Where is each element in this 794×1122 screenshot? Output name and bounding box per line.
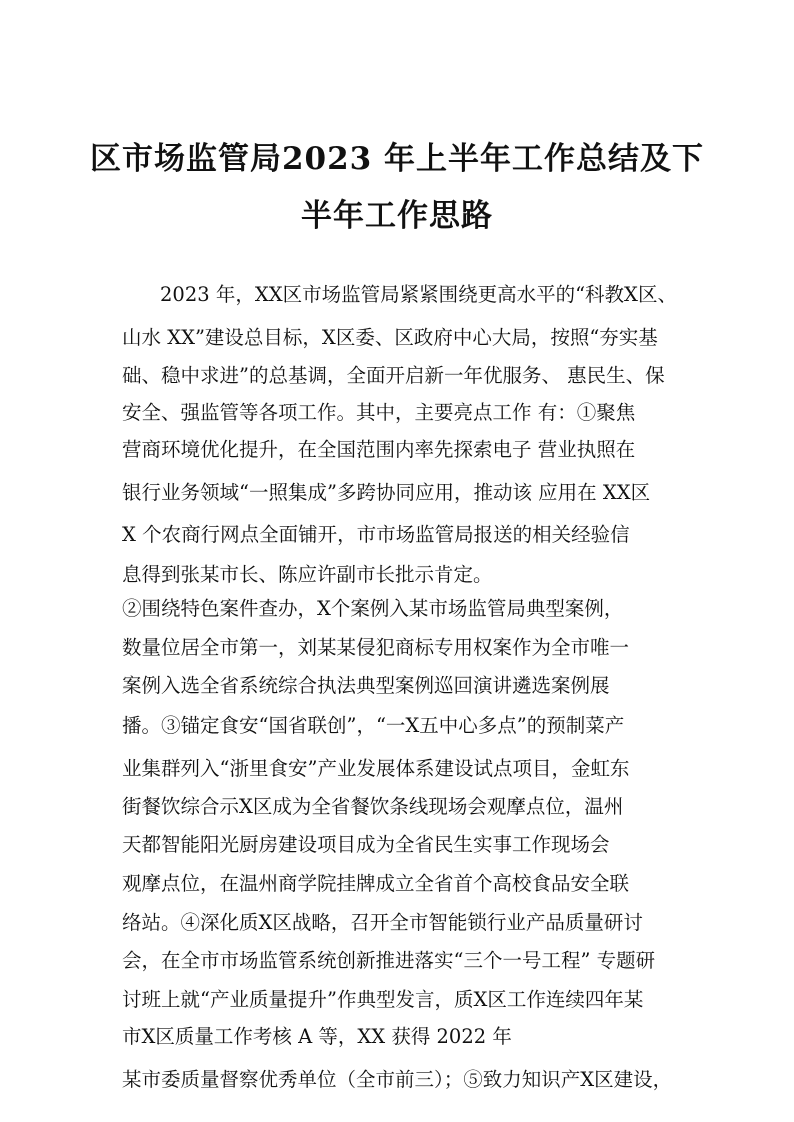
body-line-14: 街餐饮综合示X区成为全省餐饮条线现场会观摩点位，温州 [122,795,624,818]
body-line-16: 观摩点位，在温州商学院挂牌成立全省首个高校食品安全联 [122,872,630,895]
document-title-line-2: 半年工作思路 [301,198,493,234]
body-line-1: 2023 年，XX区市场监管局紧紧围绕更高水平的“科教X区、 [160,283,677,306]
body-line-5: 营商环境优化提升，在全国范围内率先探索电子 营业执照在 [122,438,636,461]
body-line-11: 案例入选全省系统综合执法典型案例巡回演讲遴选案例展 [122,674,610,697]
body-line-6: 银行业务领域“一照集成”多跨协同应用，推动该 应用在 XX区 [122,481,651,504]
document-title-line-1: 区市场监管局2023 年上半年工作总结及下 [89,141,705,177]
body-line-8: 息得到张某市长、陈应许副市长批示肯定。 [122,563,493,586]
body-line-3: 础、稳中求进”的总基调，全面开启新一年优服务、 惠民生、保 [122,364,665,387]
body-line-4: 安全、强监管等各项工作。其中，主要亮点工作 有：①聚焦 [122,401,636,424]
body-line-20: 市X区质量工作考核 A 等，XX 获得 2022 年 [122,1025,512,1048]
body-line-2: 山水 XX”建设总目标，X区委、区政府中心大局，按照“夯实基 [122,326,658,349]
body-line-10: 数量位居全市第一，刘某某侵犯商标专用权案作为全市唯一 [122,636,630,659]
body-line-19: 讨班上就“产业质量提升”作典型发言，质X区工作连续四年某 [122,988,644,1011]
body-line-17: 络站。④深化质X区战略，召开全市智能锁行业产品质量研讨 [122,911,643,934]
body-line-21: 某市委质量督察优秀单位（全市前三）；⑤致力知识产X区建设， [122,1068,673,1091]
body-line-12: 播。③锚定食安“国省联创”，“一X五中心多点”的预制菜产 [122,714,625,737]
body-line-18: 会，在全市市场监管系统创新推进落实“三个一号工程” 专题研 [122,949,656,972]
body-line-7: X 个农商行网点全面铺开，市市场监管局报送的相关经验信 [122,523,630,546]
body-line-13: 业集群列入“浙里食安”产业发展体系建设试点项目，金虹东 [122,757,630,780]
body-line-9: ②围绕特色案件查办，X个案例入某市场监管局典型案例， [122,597,624,620]
body-line-15: 天都智能阳光厨房建设项目成为全省民生实事工作现场会 [122,833,610,856]
